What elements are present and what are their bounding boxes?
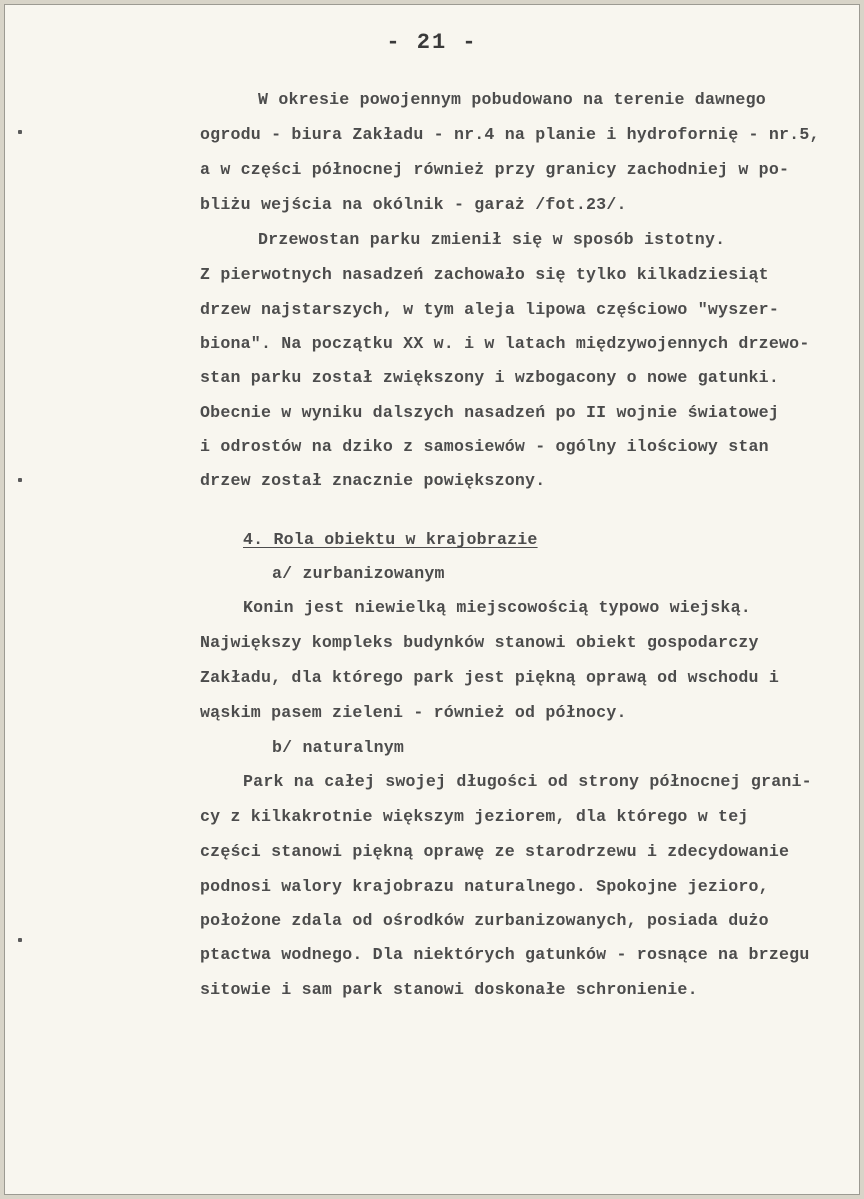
margin-mark <box>18 938 22 942</box>
margin-mark <box>18 478 22 482</box>
paragraph-line: Konin jest niewielką miejscowością typowo wiejską. <box>243 598 751 617</box>
paragraph-line: drzew został znacznie powiększony. <box>200 471 546 490</box>
paragraph-line: a w części północnej również przy granicy zachodniej w po- <box>200 160 790 179</box>
paragraph-line: Zakładu, dla którego park jest piękną oprawą od wschodu i <box>200 668 779 687</box>
paragraph-line: cy z kilkakrotnie większym jeziorem, dla którego w tej <box>200 807 749 826</box>
margin-mark <box>18 130 22 134</box>
paragraph-line: części stanowi piękną oprawę ze starodrzewu i zdecydowanie <box>200 842 790 861</box>
paragraph-line: Park na całej swojej długości od strony północnej grani- <box>243 772 812 791</box>
subheading-b: b/ naturalnym <box>272 738 405 757</box>
paragraph-line: i odrostów na dziko z samosiewów - ogólny ilościowy stan <box>200 437 769 456</box>
paragraph-line: biona". Na początku XX w. i w latach międzywojennych drzewo- <box>200 334 810 353</box>
paragraph-line: ogrodu - biura Zakładu - nr.4 na planie i hydrofornię - nr.5, <box>200 125 820 144</box>
paragraph-line: sitowie i sam park stanowi doskonałe schronienie. <box>200 980 698 999</box>
paragraph-line: ptactwa wodnego. Dla niektórych gatunków - rosnące na brzegu <box>200 945 810 964</box>
paragraph-line: położone zdala od ośrodków zurbanizowanych, posiada dużo <box>200 911 769 930</box>
section-heading: 4. Rola obiektu w krajobrazie <box>243 530 538 549</box>
page-number: - 21 - <box>386 30 478 55</box>
paragraph-line: Z pierwotnych nasadzeń zachowało się tylko kilkadziesiąt <box>200 265 769 284</box>
paragraph-line: Największy kompleks budynków stanowi obiekt gospodarczy <box>200 633 759 652</box>
paragraph-line: drzew najstarszych, w tym aleja lipowa częściowo "wyszer- <box>200 300 779 319</box>
paragraph-line: wąskim pasem zieleni - również od północy. <box>200 703 627 722</box>
paragraph-line: Obecnie w wyniku dalszych nasadzeń po II wojnie światowej <box>200 403 779 422</box>
paragraph-line: stan parku został zwiększony i wzbogacony o nowe gatunki. <box>200 368 779 387</box>
paragraph-line: podnosi walory krajobrazu naturalnego. Spokojne jezioro, <box>200 877 769 896</box>
paragraph-line: Drzewostan parku zmienił się w sposób istotny. <box>258 230 726 249</box>
paragraph-line: bliżu wejścia na okólnik - garaż /fot.23/. <box>200 195 627 214</box>
subheading-a: a/ zurbanizowanym <box>272 564 445 583</box>
paragraph-line: W okresie powojennym pobudowano na terenie dawnego <box>258 90 766 109</box>
